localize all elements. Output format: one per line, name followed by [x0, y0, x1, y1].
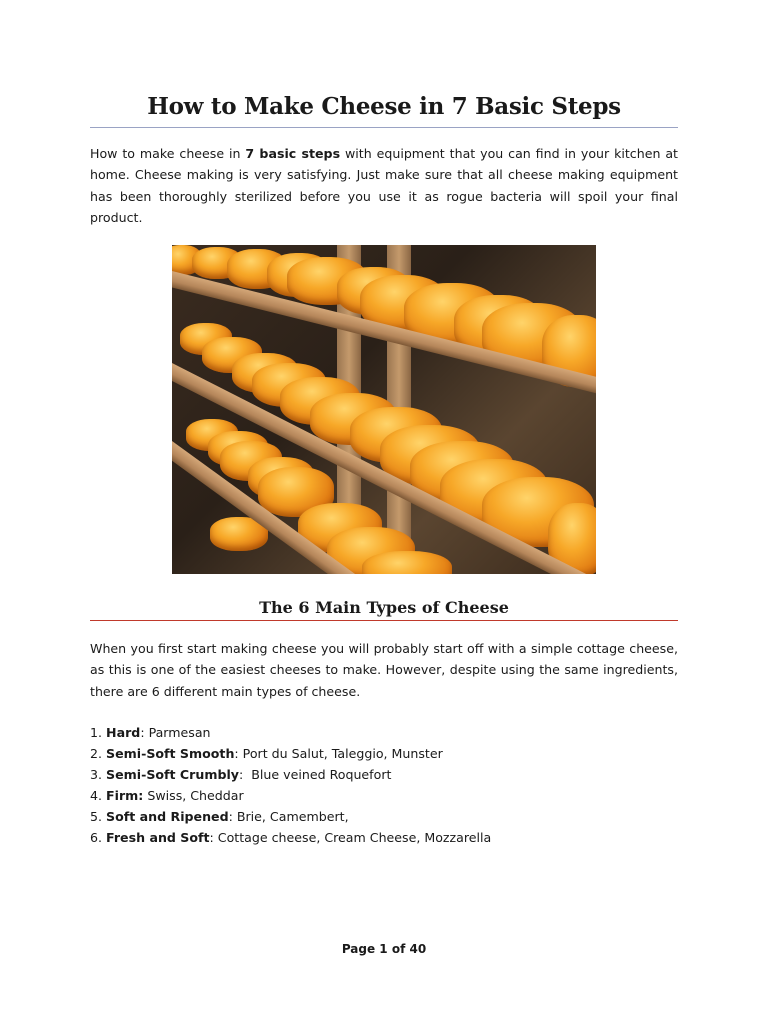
list-item	[90, 827, 678, 848]
cheese-types-list	[90, 722, 678, 848]
intro-bold-phrase: 7 basic steps	[245, 146, 341, 161]
footer-current-page: 1	[379, 942, 388, 956]
list-item-number: 2.	[90, 746, 103, 761]
page-footer	[0, 942, 768, 956]
cheese-shelves-photo	[172, 245, 596, 574]
section-heading: The 6 Main Types of Cheese	[259, 598, 509, 617]
list-item-separator: :	[140, 725, 145, 740]
list-item-separator: :	[234, 746, 239, 761]
list-item-number: 1.	[90, 725, 103, 740]
list-item-examples: Blue veined Roquefort	[243, 767, 392, 782]
list-item-examples: Cottage cheese, Cream Cheese, Mozzarella	[213, 830, 492, 845]
intro-text-before: How to make cheese in	[90, 146, 246, 161]
footer-page-word: Page	[341, 942, 380, 956]
section-heading-underline	[90, 620, 678, 621]
list-item-type: Hard	[106, 725, 141, 740]
list-item-type: Fresh and Soft	[106, 830, 210, 845]
page-title: How to Make Cheese in 7 Basic Steps	[147, 93, 621, 120]
list-item	[90, 764, 678, 785]
list-item-number: 3.	[90, 767, 103, 782]
list-item-separator: :	[209, 830, 214, 845]
list-item	[90, 722, 678, 743]
list-item	[90, 806, 678, 827]
list-item-examples: Parmesan	[144, 725, 211, 740]
list-item-examples: Port du Salut, Taleggio, Munster	[238, 746, 443, 761]
list-item-type: Firm:	[106, 788, 144, 803]
list-item-type: Soft and Ripened	[106, 809, 229, 824]
list-item-separator: :	[239, 767, 244, 782]
cheese-wheel	[362, 551, 452, 574]
list-item-examples: Brie, Camembert,	[232, 809, 349, 824]
footer-total-pages: 40	[409, 942, 427, 956]
list-item-number: 4.	[90, 788, 103, 803]
intro-text-after: with equipment that you can find in your kitchen at home. Cheese making is very satisfying. Just make sure that all cheese making equipment has been thoroughly sterilized before you use it as rogue bacteria will spoil your final product.	[90, 146, 678, 226]
title-underline	[90, 127, 678, 128]
list-item-separator: :	[228, 809, 233, 824]
list-item-type: Semi-Soft Smooth	[106, 746, 235, 761]
section-paragraph: When you first start making cheese you will probably start off with a simple cottage cheese, as this is one of the easiest cheeses to make. However, despite using the same ingredients, there are 6 different main types of cheese.	[90, 641, 678, 699]
list-item-type: Semi-Soft Crumbly	[106, 767, 240, 782]
list-item-number: 6.	[90, 830, 103, 845]
footer-of-word: of	[387, 942, 410, 956]
intro-paragraph	[90, 143, 678, 229]
list-item-number: 5.	[90, 809, 103, 824]
list-item	[90, 743, 678, 764]
list-item-examples: Swiss, Cheddar	[143, 788, 244, 803]
list-item	[90, 785, 678, 806]
